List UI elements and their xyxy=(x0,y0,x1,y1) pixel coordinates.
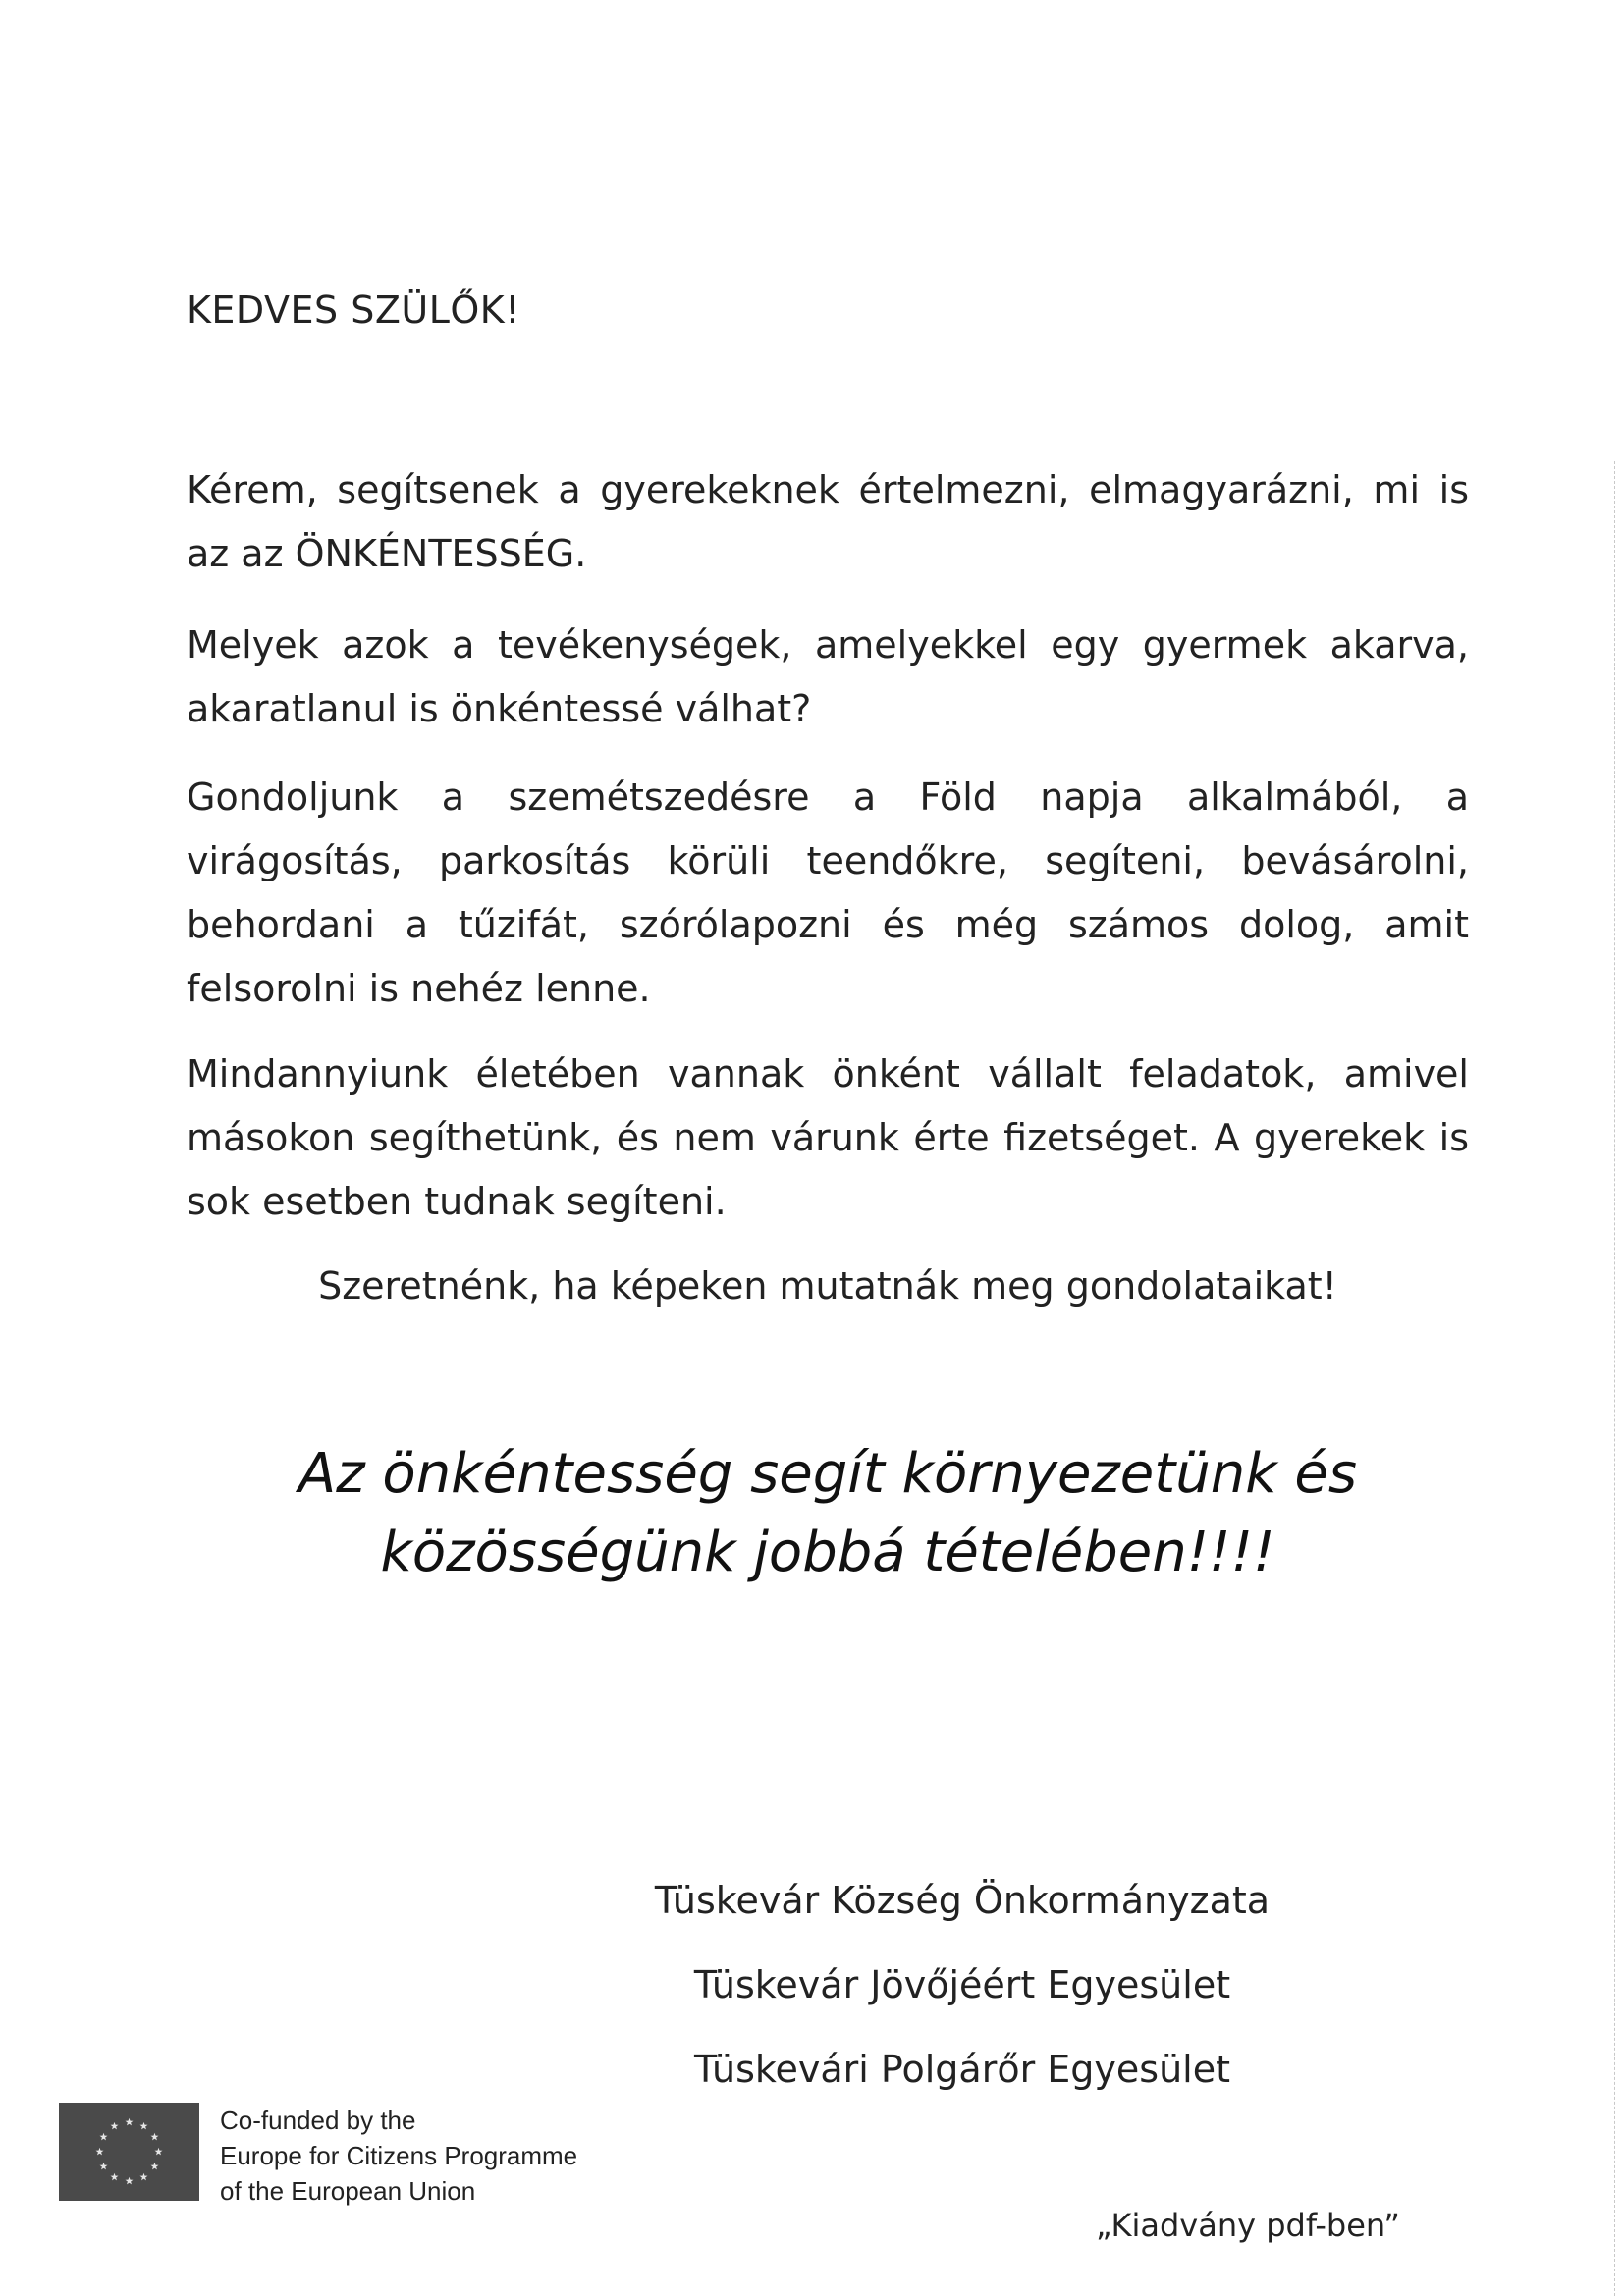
cofunded-line-2: Europe for Citizens Programme xyxy=(220,2141,578,2170)
eu-star-icon xyxy=(96,2148,104,2156)
paragraph-4: Mindannyiunk életében vannak önként vállalt feladatok, amivel másokon segíthetünk, és nem várunk érte fizetséget. A gyerekek is sok esetben tudnak segíteni. xyxy=(187,1052,1469,1223)
eu-flag-icon xyxy=(59,2103,199,2201)
slogan xyxy=(187,1435,1469,1592)
signature-block xyxy=(589,1870,1335,2123)
signature-civil-guard: Tüskevári Polgárőr Egyesület xyxy=(693,2048,1230,2091)
pdf-note: „Kiadvány pdf-ben” xyxy=(1096,2207,1400,2244)
eu-star-icon xyxy=(100,2133,108,2141)
eu-star-icon xyxy=(150,2163,158,2170)
eu-star-icon xyxy=(126,2177,134,2185)
eu-star-icon xyxy=(140,2173,148,2181)
paragraph-1: Kérem, segítsenek a gyerekeknek értelmezni, elmagyarázni, mi is az az ÖNKÉNTESSÉG. xyxy=(187,468,1469,575)
eu-star-icon xyxy=(100,2163,108,2170)
eu-star-icon xyxy=(126,2118,134,2126)
closing-sentence: Szeretnénk, ha képeken mutatnák meg gondolataikat! xyxy=(318,1264,1337,1308)
scan-edge-line xyxy=(1614,461,1624,2296)
eu-star-icon xyxy=(140,2122,148,2130)
signature-future-association: Tüskevár Jövőjéért Egyesület xyxy=(693,1963,1231,2006)
signature-municipality: Tüskevár Község Önkormányzata xyxy=(654,1879,1271,1922)
cofunded-text xyxy=(220,2103,577,2209)
eu-star-icon xyxy=(111,2122,119,2130)
cofunded-line-3: of the European Union xyxy=(220,2176,476,2206)
slogan-line-1: Az önkéntesség segít környezetünk és xyxy=(298,1442,1358,1506)
eu-star-icon xyxy=(155,2148,163,2156)
greeting: KEDVES SZÜLŐK! xyxy=(187,289,520,332)
paragraph-3: Gondoljunk a szemétszedésre a Föld napja alkalmából, a virágosítás, parkosítás körüli teendőkre, segíteni, bevásárolni, behordani a tűzifát, szórólapozni és még számos dolog, amit felsorolni is nehéz lenne. xyxy=(187,775,1469,1010)
eu-star-icon xyxy=(111,2173,119,2181)
eu-star-icon xyxy=(150,2133,158,2141)
paragraph-2: Melyek azok a tevékenységek, amelyekkel egy gyermek akarva, akaratlanul is önkéntessé válhat? xyxy=(187,623,1469,730)
slogan-line-2: közösségünk jobbá tételében!!!! xyxy=(380,1521,1275,1584)
cofunded-line-1: Co-funded by the xyxy=(220,2106,416,2135)
